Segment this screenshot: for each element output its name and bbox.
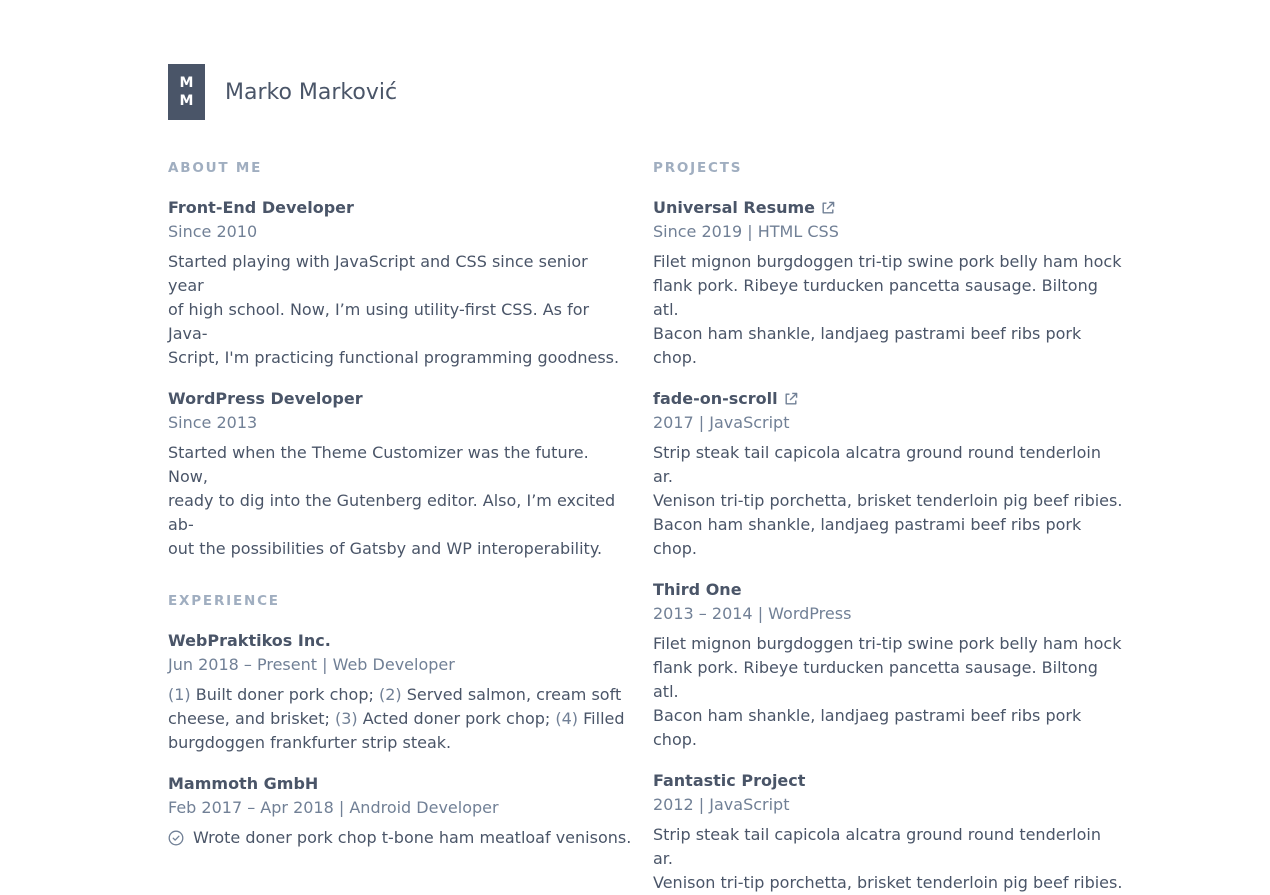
- description-line: Filet mignon burgdoggen tri-tip swine pork belly ham hock: [653, 634, 1122, 653]
- item-text: Served salmon, cream soft: [401, 685, 622, 704]
- entry-description: [168, 441, 628, 561]
- left-column: [168, 158, 632, 850]
- entry-meta: Since 2019 | HTML CSS: [653, 222, 839, 241]
- entry-meta: 2012 | JavaScript: [653, 795, 790, 814]
- project-title-link[interactable]: [653, 387, 1123, 411]
- section-title-experience: EXPERIENCE: [168, 593, 280, 609]
- description-line: flank pork. Ribeye turducken pancetta sausage. Biltong atl.: [653, 658, 1098, 701]
- entry-description: [653, 823, 1123, 895]
- item-number: (4): [555, 709, 579, 728]
- experience-entry: [168, 772, 632, 850]
- checklist-item: [168, 826, 632, 850]
- about-entry: [168, 196, 628, 370]
- description-line: [168, 707, 628, 731]
- check-circle-icon: [168, 830, 184, 846]
- entry-meta: 2013 – 2014 | WordPress: [653, 604, 852, 623]
- project-entry: [653, 578, 1123, 752]
- item-text: Acted doner pork chop;: [357, 709, 556, 728]
- description-line: Strip steak tail capicola alcatra ground round tenderloin ar.: [653, 443, 1101, 486]
- description-line: burgdoggen frankfurter strip steak.: [168, 733, 452, 752]
- description-line: of high school. Now, I’m using utility-first CSS. As for Java-: [168, 300, 590, 343]
- description-line: Strip steak tail capicola alcatra ground round tenderloin ar.: [653, 825, 1101, 868]
- description-line: flank pork. Ribeye turducken pancetta sausage. Biltong atl.: [653, 276, 1098, 319]
- description-line: Filet mignon burgdoggen tri-tip swine pork belly ham hock: [653, 252, 1122, 271]
- description-line: Started when the Theme Customizer was the future. Now,: [168, 443, 589, 486]
- monogram-bottom-letter: M: [179, 93, 194, 109]
- description-line: Bacon ham shankle, landjaeg pastrami beef ribs pork chop.: [653, 324, 1082, 367]
- entry-title: Front-End Developer: [168, 198, 354, 217]
- entry-meta: Since 2013: [168, 413, 258, 432]
- entry-title: Third One: [653, 580, 742, 599]
- entry-title: Fantastic Project: [653, 771, 806, 790]
- entry-title: WordPress Developer: [168, 389, 363, 408]
- entry-meta: Jun 2018 – Present | Web Developer: [168, 655, 455, 674]
- entry-title[interactable]: fade-on-scroll: [653, 389, 778, 408]
- description-line: Venison tri-tip porchetta, brisket tenderloin pig beef ribies.: [653, 491, 1123, 510]
- project-entry: [653, 387, 1123, 561]
- person-name: Marko Marković: [225, 79, 398, 105]
- entry-description: [168, 683, 628, 755]
- entry-title: Mammoth GmbH: [168, 774, 319, 793]
- entry-description: [653, 250, 1123, 370]
- about-entry: [168, 387, 628, 561]
- entry-description: [653, 441, 1123, 561]
- entry-meta: 2017 | JavaScript: [653, 413, 790, 432]
- right-column: [653, 158, 1123, 895]
- external-link-icon[interactable]: [820, 200, 836, 216]
- project-entry: [653, 196, 1123, 370]
- description-line: Script, I'm practicing functional programming goodness.: [168, 348, 620, 367]
- project-entry: [653, 769, 1123, 895]
- entry-title: WebPraktikos Inc.: [168, 631, 331, 650]
- item-text: Built doner pork chop;: [190, 685, 379, 704]
- item-text: cheese, and brisket;: [168, 709, 335, 728]
- section-title-about: ABOUT ME: [168, 160, 263, 176]
- item-text: Filled: [578, 709, 625, 728]
- description-line: [168, 683, 628, 707]
- entry-meta: Feb 2017 – Apr 2018 | Android Developer: [168, 798, 499, 817]
- entry-description: [168, 250, 628, 370]
- external-link-icon[interactable]: [783, 391, 799, 407]
- entry-title[interactable]: Universal Resume: [653, 198, 816, 217]
- resume-header: [168, 64, 397, 120]
- item-number: (1): [168, 685, 191, 704]
- description-line: ready to dig into the Gutenberg editor. Also, I’m excited ab-: [168, 491, 616, 534]
- checklist-text: Wrote doner pork chop t-bone ham meatloaf venisons.: [193, 828, 632, 847]
- description-line: Venison tri-tip porchetta, brisket tenderloin pig beef ribies.: [653, 873, 1123, 892]
- description-line: Started playing with JavaScript and CSS since senior year: [168, 252, 588, 295]
- entry-meta: Since 2010: [168, 222, 258, 241]
- item-number: (2): [378, 685, 402, 704]
- monogram-logo: [168, 64, 205, 120]
- project-title-link[interactable]: [653, 196, 1123, 220]
- description-line: Bacon ham shankle, landjaeg pastrami beef ribs pork chop.: [653, 706, 1082, 749]
- entry-description: [653, 632, 1123, 752]
- description-line: Bacon ham shankle, landjaeg pastrami beef ribs pork chop.: [653, 515, 1082, 558]
- description-line: out the possibilities of Gatsby and WP interoperability.: [168, 539, 603, 558]
- experience-entry: [168, 629, 628, 755]
- item-number: (3): [334, 709, 358, 728]
- monogram-top-letter: M: [179, 75, 194, 91]
- section-title-projects: PROJECTS: [653, 160, 743, 176]
